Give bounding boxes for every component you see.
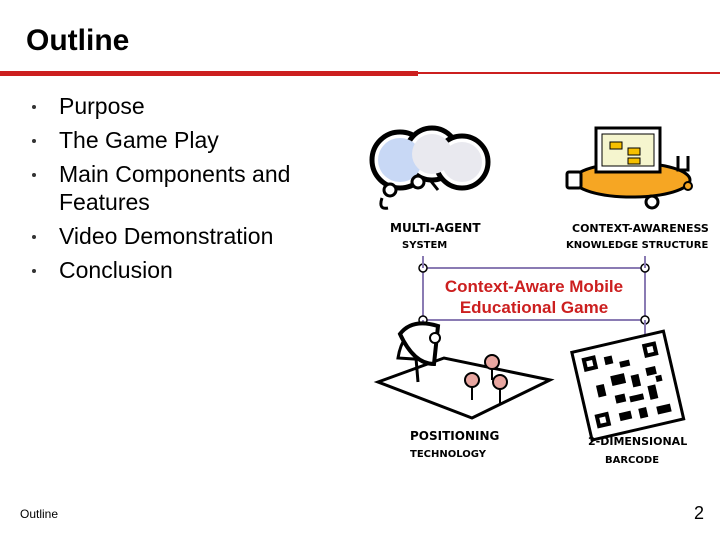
footer-label: Outline	[20, 507, 59, 521]
page-number: 2	[693, 503, 704, 523]
outline-item-label: Video Demonstration	[59, 223, 274, 249]
svg-text:BARCODE: BARCODE	[605, 455, 660, 466]
outline-item	[22, 92, 322, 120]
multi-agent-people-icon	[372, 128, 488, 208]
architecture-diagram	[360, 120, 710, 470]
bullet-icon	[32, 173, 36, 177]
outline-item	[22, 126, 322, 154]
outline-item	[22, 222, 322, 250]
svg-text:2-DIMENSIONAL: 2-DIMENSIONAL	[588, 435, 688, 448]
outline-item-label: Main Components and Features	[59, 161, 291, 215]
svg-text:POSITIONING: POSITIONING	[410, 429, 500, 443]
bullet-icon	[32, 139, 36, 143]
outline-item-label: Purpose	[59, 93, 145, 119]
bullet-icon	[32, 235, 36, 239]
title-underline	[0, 71, 418, 76]
svg-text:KNOWLEDGE STRUCTURE: KNOWLEDGE STRUCTURE	[566, 240, 709, 251]
outline-item-label: Conclusion	[59, 257, 173, 283]
outline-list	[22, 92, 322, 290]
svg-text:MULTI-AGENT: MULTI-AGENT	[390, 221, 481, 235]
slide-title: Outline	[26, 24, 130, 57]
bullet-icon	[32, 269, 36, 273]
outline-item	[22, 160, 322, 216]
qr-barcode-icon	[572, 331, 684, 440]
title-underline-thin	[418, 72, 720, 74]
center-title-line2: Educational Game	[459, 298, 609, 317]
center-title-line1: Context-Aware Mobile	[444, 277, 624, 296]
knowledge-computer-icon	[567, 128, 692, 208]
svg-text:TECHNOLOGY: TECHNOLOGY	[410, 449, 486, 460]
satellite-dish-icon	[378, 323, 550, 418]
center-box	[419, 256, 649, 334]
svg-text:SYSTEM: SYSTEM	[402, 240, 448, 251]
bullet-icon	[32, 105, 36, 109]
svg-text:CONTEXT-AWARENESS: CONTEXT-AWARENESS	[572, 222, 709, 235]
outline-item-label: The Game Play	[59, 127, 219, 153]
outline-item	[22, 256, 322, 284]
